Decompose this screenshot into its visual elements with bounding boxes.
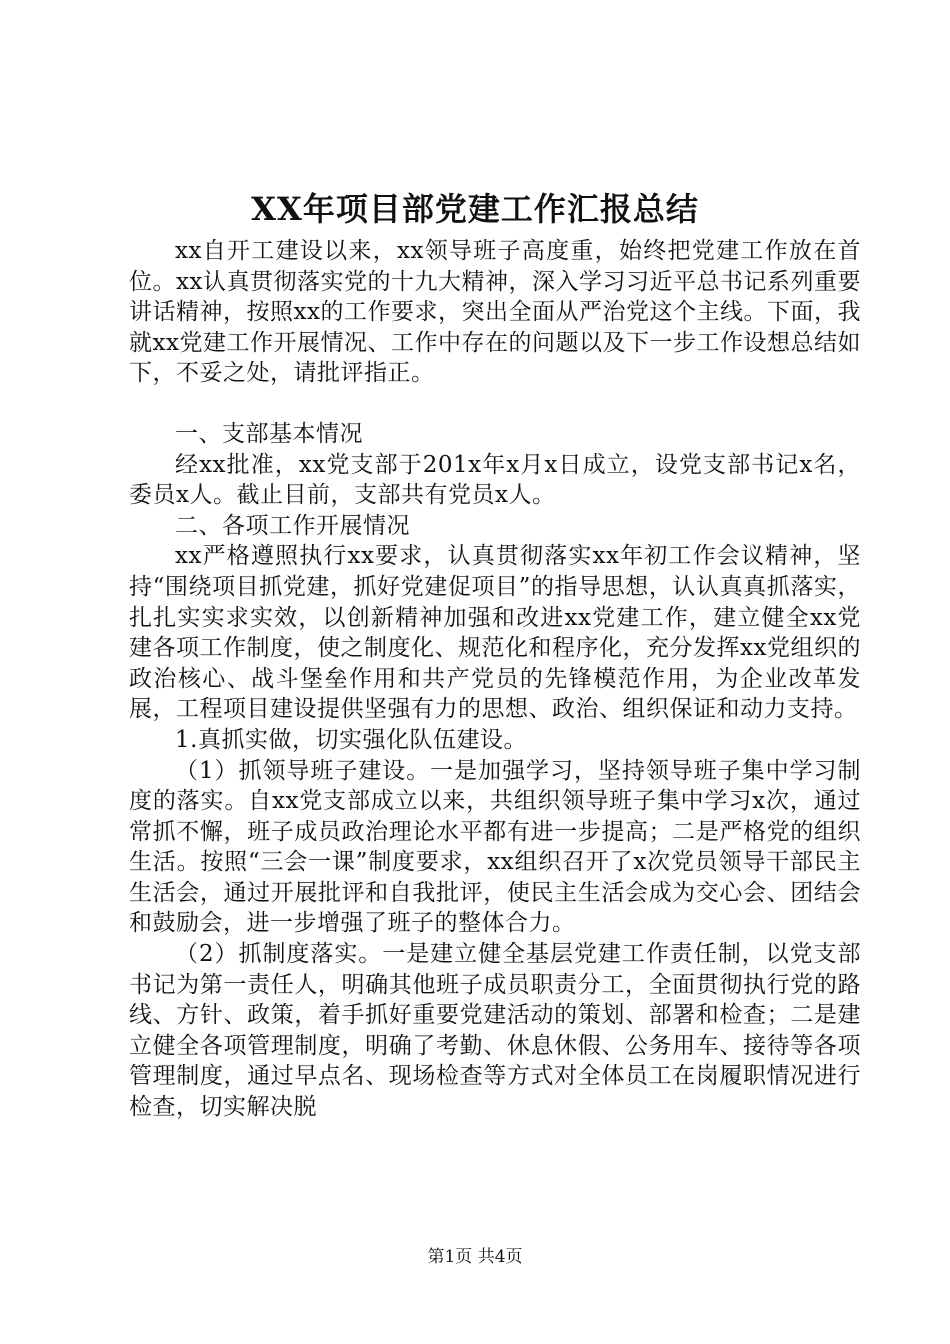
document-title: XX年项目部党建工作汇报总结	[251, 190, 699, 228]
section-heading-1: 一、支部基本情况	[175, 420, 363, 447]
page-number-footer: 第1页 共4页	[427, 1247, 523, 1267]
intro-paragraph: xx自开工建设以来，xx领导班子高度重，始终把党建工作放在首位。xx认真贯彻落实党的十九大精神，深入学习习近平总书记系列重要讲话精神，按照xx的工作要求，突出全面从严治党这个主线。下面，我就xx党建工作开展情况、工作中存在的问题以及下一步工作设想总结如下，不妥之处，请批评指正。	[129, 238, 861, 387]
subsection-heading-1: 1.真抓实做，切实强化队伍建设。	[175, 726, 527, 753]
section-heading-2: 二、各项工作开展情况	[175, 512, 410, 539]
branch-info-paragraph: 经xx批准，xx党支部于201x年x月x日成立，设党支部书记x名，委员x人。截止目前，支部共有党员x人。	[129, 451, 861, 509]
system-paragraph: （2）抓制度落实。一是建立健全基层党建工作责任制，以党支部书记为第一责任人，明确其他班子成员职责分工，全面贯彻执行党的路线、方针、政策，着手抓好重要党建活动的策划、部署和检查；二是建立健全各项管理制度，明确了考勤、休息休假、公务用车、接待等各项管理制度，通过早点名、现场检查等方式对全体员工在岗履职情况进行检查，切实解决脱	[129, 941, 861, 1121]
document-body	[129, 236, 861, 1123]
work-overview-paragraph: xx严格遵照执行xx要求，认真贯彻落实xx年初工作会议精神，坚持“围绕项目抓党建，抓好党建促项目”的指导思想，认认真真抓落实，扎扎实实求实效，以创新精神加强和改进xx党建工作，建立健全xx党建各项工作制度，使之制度化、规范化和程序化，充分发挥xx党组织的政治核心、战斗堡垒作用和共产党员的先锋模范作用，为企业改革发展，工程项目建设提供坚强有力的思想、政治、组织保证和动力支持。	[129, 543, 861, 723]
leadership-paragraph: （1）抓领导班子建设。一是加强学习，坚持领导班子集中学习制度的落实。自xx党支部成立以来，共组织领导班子集中学习x次，通过常抓不懈，班子成员政治理论水平都有进一步提高；二是严格党的组织生活。按照“三会一课”制度要求，xx组织召开了x次党员领导干部民主生活会，通过开展批评和自我批评，使民主生活会成为交心会、团结会和鼓励会，进一步增强了班子的整体合力。	[129, 757, 861, 937]
